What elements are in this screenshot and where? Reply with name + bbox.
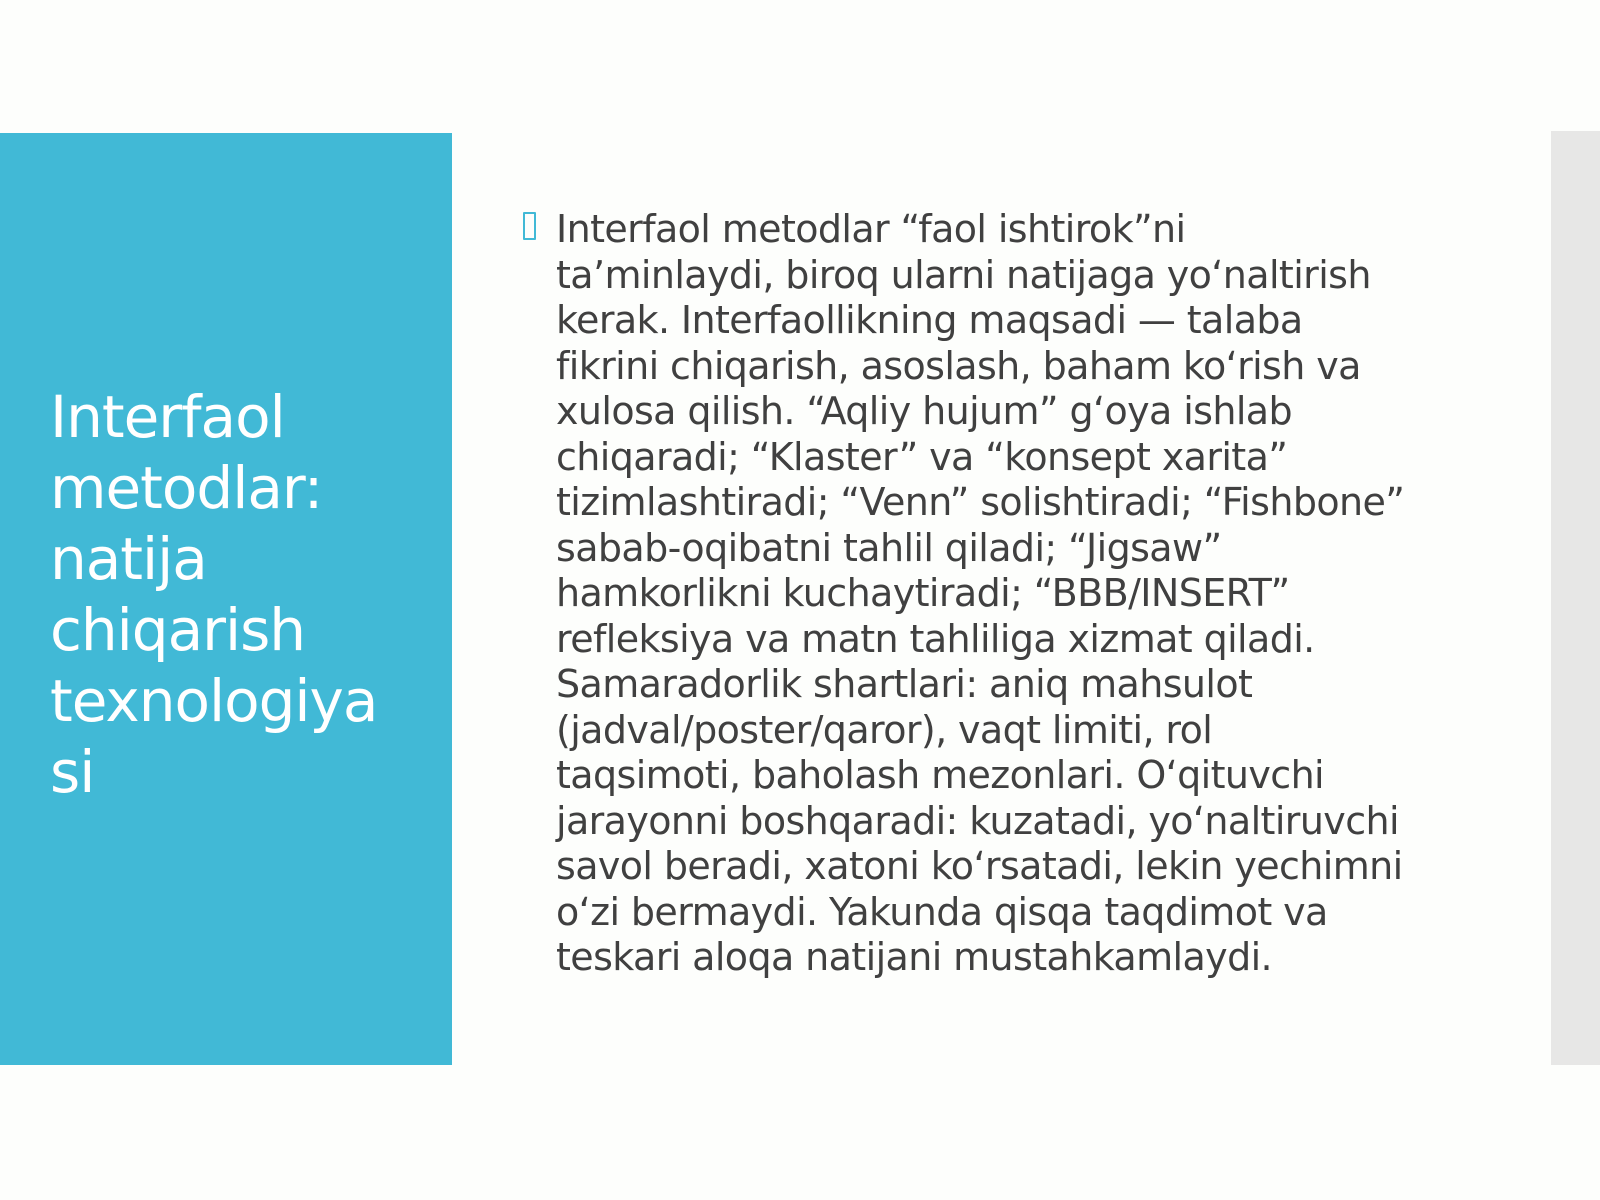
slide-title: Interfaol metodlar: natija chiqarish texnologiya si	[50, 383, 378, 806]
body-text: Interfaol metodlar “faol ishtirok”ni ta’minlaydi, biroq ularni natijaga yo‘naltirish kerak. Interfaollikning maqsadi — talaba fikrini chiqarish, asoslash, baham ko‘rish va xulosa qilish. “Aqliy hujum” g‘oya ishlab chiqaradi; “Klaster” va “konsept xarita” tizimlashtiradi; “Venn” solishtiradi; “Fishbone” sabab-oqibatni tahlil qiladi; “Jigsaw” hamkorlikni kuchaytiradi; “BBB/INSERT” refleksiya va matn tahliliga xizmat qiladi. Samaradorlik shartlari: aniq mahsulot (jadval/poster/qaror), vaqt limiti, rol taqsimoti, baholash mezonlari. O‘qituvchi jarayonni boshqaradi: kuzatadi, yo‘naltiruvchi savol beradi, xatoni ko‘rsatadi, lekin yechimni o‘zi bermaydi. Yakunda qisqa taqdimot va teskari aloqa natijani mustahkamlaydi.	[556, 207, 1405, 979]
square-bullet-icon	[523, 212, 536, 240]
right-decorative-strip	[1551, 131, 1600, 1065]
